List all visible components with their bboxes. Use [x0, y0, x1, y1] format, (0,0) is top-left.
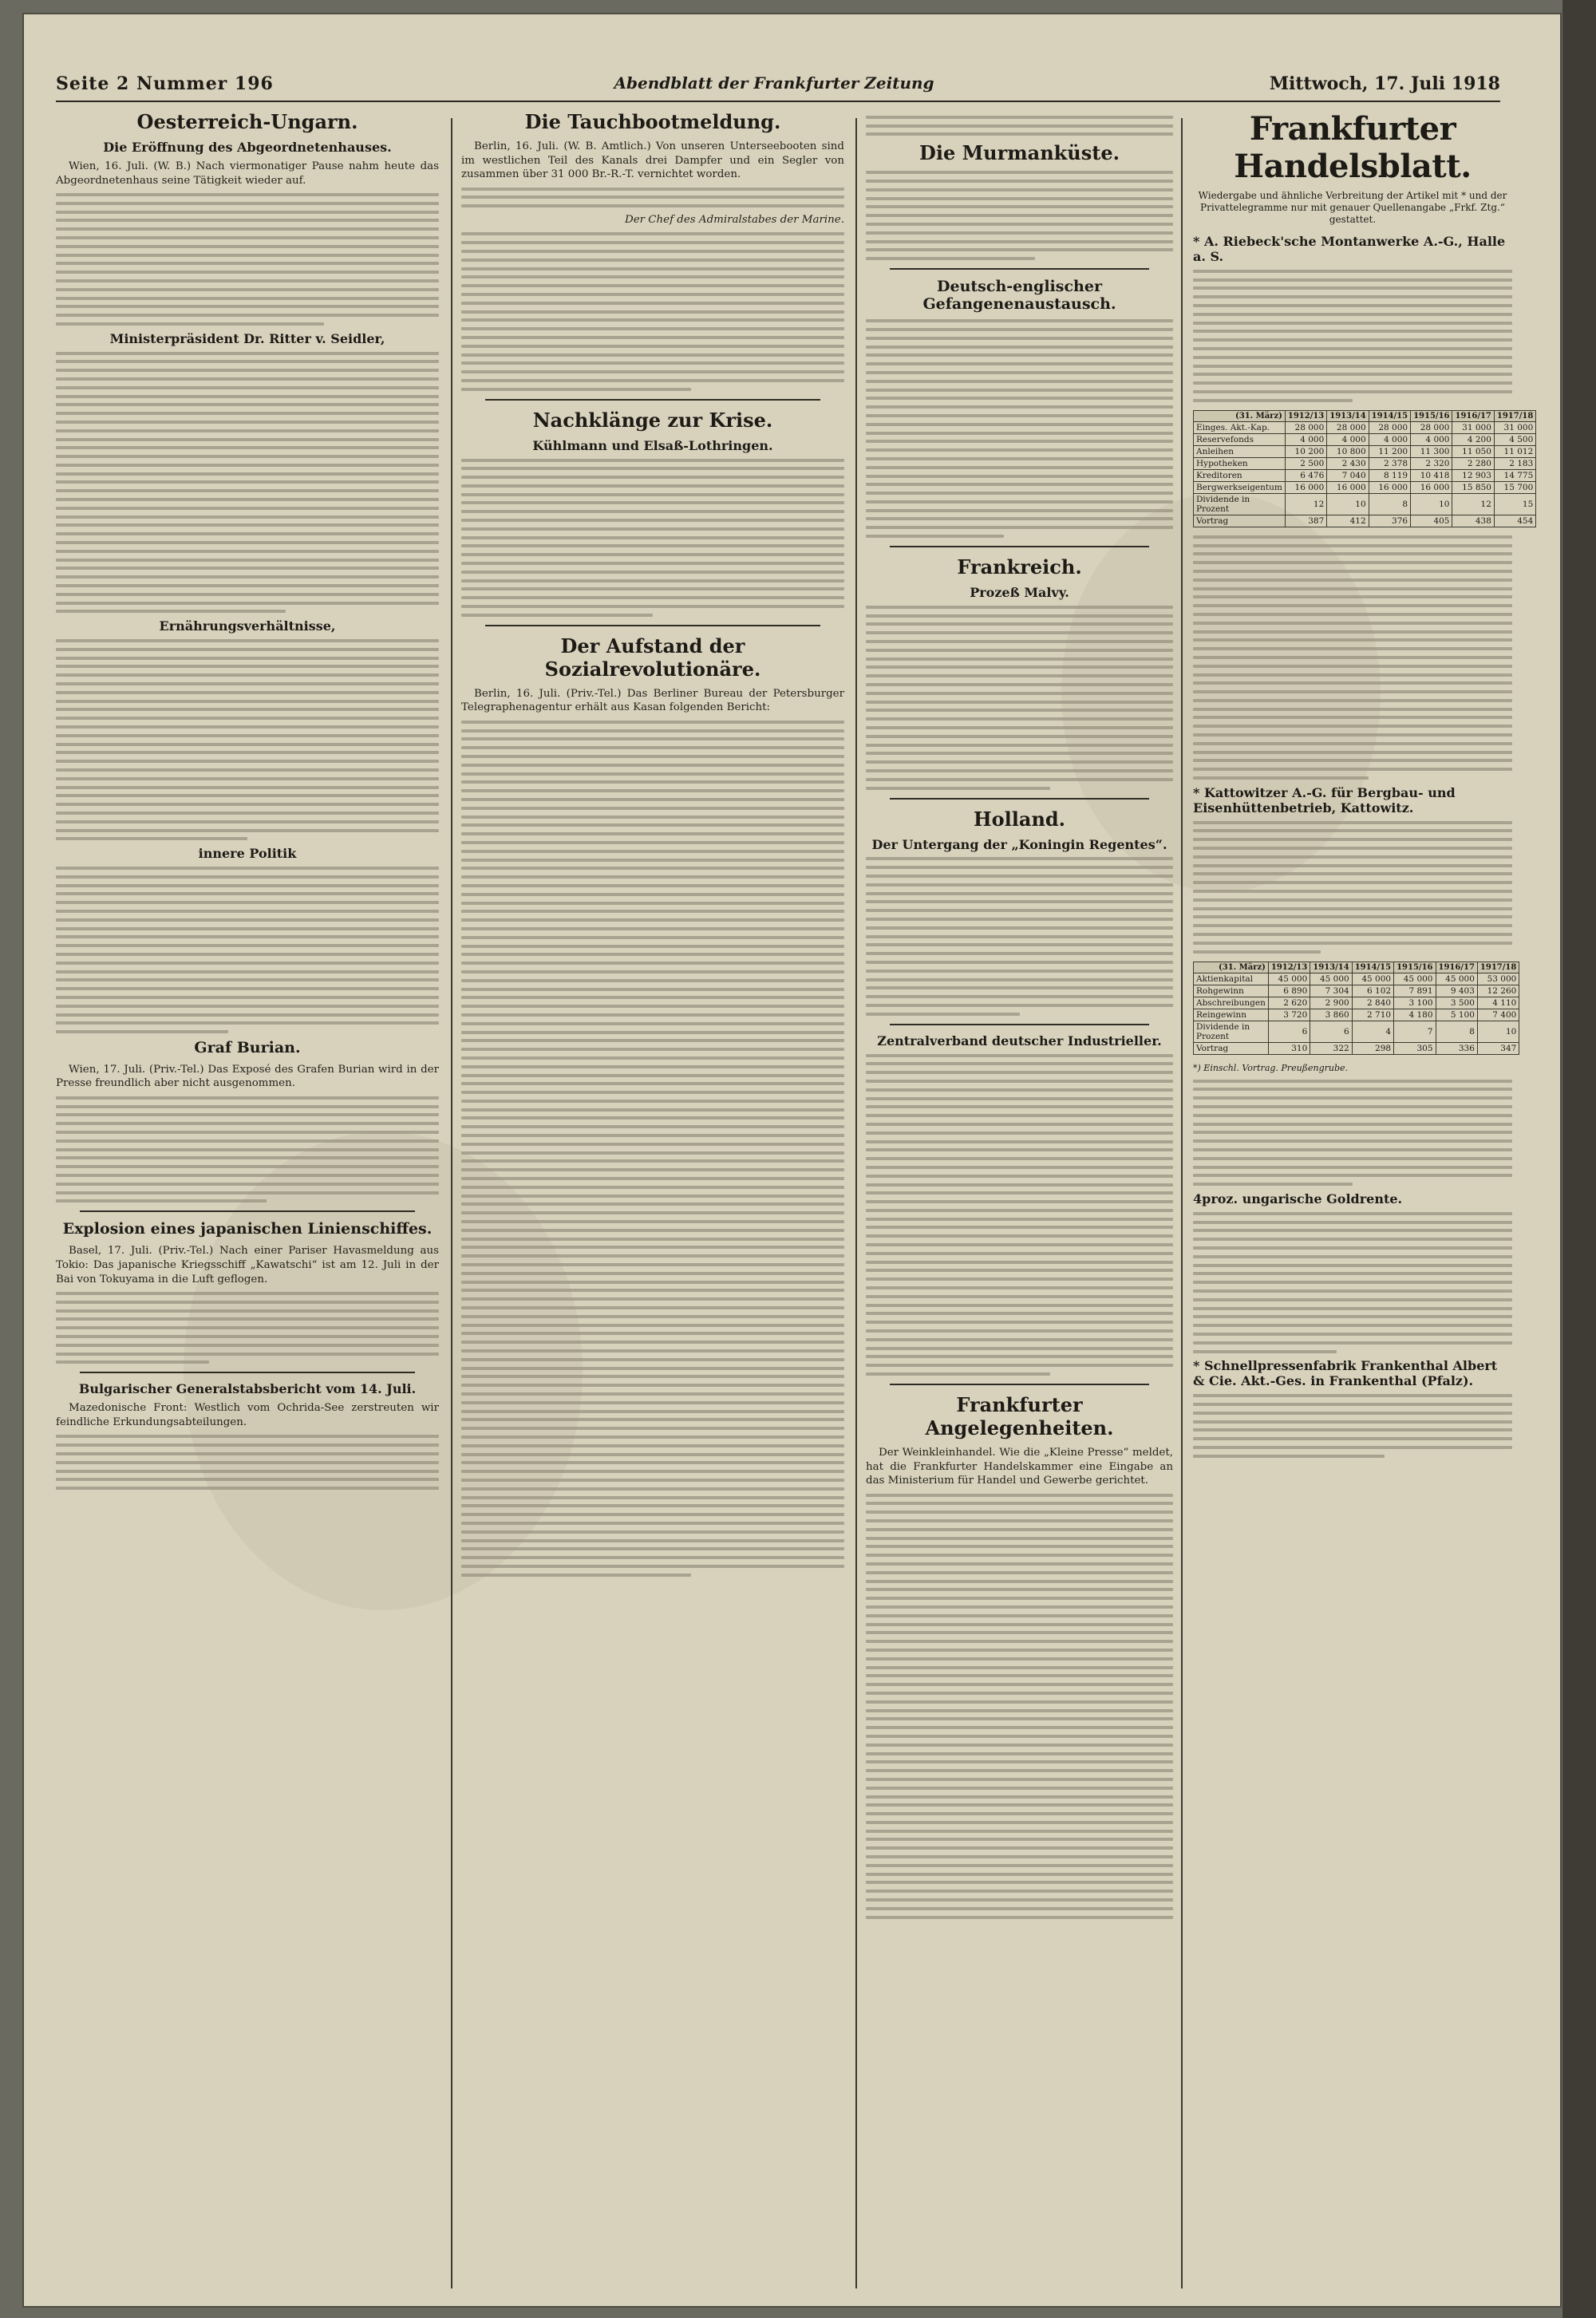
text-lines — [1193, 270, 1512, 402]
table-cell: 11 300 — [1411, 445, 1452, 457]
table-cell: 8 119 — [1369, 469, 1410, 481]
column-3 — [866, 110, 1173, 2265]
table-cell: 4 500 — [1494, 433, 1535, 445]
subhead-nutrition: Ernährungsverhältnisse, — [159, 618, 336, 634]
table-row — [1194, 421, 1536, 433]
table-cell: 412 — [1327, 515, 1369, 527]
table-cell: 53 000 — [1477, 973, 1519, 985]
table-row — [1194, 1021, 1519, 1042]
table-cell: 4 000 — [1285, 433, 1326, 445]
table-cell: 7 040 — [1327, 469, 1369, 481]
lead-text: Wien, 16. Juli. (W. B.) Nach viermonatiger Pause nahm heute das Abgeordnetenhaus seine Tätigkeit wieder auf. — [56, 160, 439, 187]
reprint-note: Wiedergabe und ähnliche Verbreitung der Artikel mit * und der Privattelegramme nur mit genauer Quellenangabe „Frkf. Ztg.“ gestattet. — [1198, 190, 1507, 225]
table-cell: 4 200 — [1452, 433, 1494, 445]
table-cell: 12 — [1285, 493, 1326, 515]
table-cell: 45 000 — [1268, 973, 1310, 985]
table-cell: Dividende in Prozent — [1194, 493, 1286, 515]
column-1 — [56, 110, 439, 2265]
text-lines — [866, 606, 1173, 790]
table-cell: 3 720 — [1268, 1009, 1310, 1021]
subhead-kuehlmann: Kühlmann und Elsaß-Lothringen. — [532, 437, 773, 453]
text-lines — [866, 319, 1173, 538]
text-lines — [1193, 1394, 1512, 1458]
headline-industrialists: Zentralverband deutscher Industrieller. — [877, 1033, 1162, 1048]
table-cell: 7 400 — [1477, 1009, 1519, 1021]
table-header-cell: 1917/18 — [1494, 410, 1535, 421]
table-cell: 2 378 — [1369, 457, 1410, 469]
table-cell: 8 — [1436, 1021, 1477, 1042]
table-cell: 4 — [1352, 1021, 1393, 1042]
table-cell: 10 418 — [1411, 469, 1452, 481]
table-cell: 10 — [1411, 493, 1452, 515]
text-lines — [56, 639, 439, 840]
table-cell: 28 000 — [1411, 421, 1452, 433]
table-footnote: *) Einschl. Vortrag. Preußengrube. — [1193, 1062, 1349, 1073]
table-header-cell: 1916/17 — [1452, 410, 1494, 421]
table-cell: 7 891 — [1394, 985, 1436, 997]
article-body — [56, 1063, 439, 1203]
table-header-cell: 1916/17 — [1436, 962, 1477, 973]
table-cell: 4 180 — [1394, 1009, 1436, 1021]
table-header-cell: 1913/14 — [1327, 410, 1369, 421]
table-header-cell: 1913/14 — [1310, 962, 1352, 973]
article-body — [461, 687, 844, 1577]
text-lines — [461, 459, 844, 617]
newspaper-name: Abendblatt der Frankfurter Zeitung — [614, 73, 934, 93]
table-cell: Aktienkapital — [1194, 973, 1269, 985]
headline-france: Frankreich. — [957, 555, 1082, 579]
table-cell: 45 000 — [1310, 973, 1352, 985]
kattowitzer-table — [1193, 962, 1519, 1055]
table-cell: 16 000 — [1369, 481, 1410, 493]
table-header-cell: 1914/15 — [1369, 410, 1410, 421]
table-row — [1194, 445, 1536, 457]
table-cell: Anleihen — [1194, 445, 1286, 457]
table-cell: 310 — [1268, 1042, 1310, 1054]
text-lines — [1193, 821, 1512, 954]
text-lines — [866, 857, 1173, 1015]
headline-uprising: Der Aufstand der Sozialrevolutionäre. — [544, 634, 761, 681]
table-cell: 16 000 — [1327, 481, 1369, 493]
table-row — [1194, 469, 1536, 481]
headline-explosion: Explosion eines japanischen Linienschiffes. — [62, 1220, 433, 1238]
table-cell: 4 000 — [1327, 433, 1369, 445]
subhead-parliament: Die Eröffnung des Abgeordnetenhauses. — [103, 140, 392, 155]
table-cell: 4 000 — [1411, 433, 1452, 445]
table-cell: 298 — [1352, 1042, 1393, 1054]
lead-text: Der Weinkleinhandel. Wie die „Kleine Presse“ meldet, hat die Frankfurter Handelskammer eine Eingabe an das Ministerium für Handel und Gewerbe gerichtet. — [866, 1447, 1173, 1487]
riebeck-table — [1193, 410, 1536, 527]
table-cell: 2 620 — [1268, 997, 1310, 1009]
table-cell: 15 850 — [1452, 481, 1494, 493]
table-row — [1194, 515, 1536, 527]
table-cell: Vortrag — [1194, 515, 1286, 527]
table-cell: 6 — [1310, 1021, 1352, 1042]
table-cell: 438 — [1452, 515, 1494, 527]
table-cell: 15 — [1494, 493, 1535, 515]
table-cell: 10 — [1327, 493, 1369, 515]
masthead — [56, 69, 1500, 102]
table-cell: 12 903 — [1452, 469, 1494, 481]
table-cell: 31 000 — [1494, 421, 1535, 433]
text-lines — [1193, 1080, 1512, 1187]
table-cell: 10 — [1477, 1021, 1519, 1042]
table-cell: 12 260 — [1477, 985, 1519, 997]
table-cell: 11 200 — [1369, 445, 1410, 457]
text-lines — [866, 171, 1173, 260]
table-cell: 15 700 — [1494, 481, 1535, 493]
table-cell: 10 200 — [1285, 445, 1326, 457]
table-cell: 16 000 — [1411, 481, 1452, 493]
text-lines — [1193, 1212, 1512, 1353]
table-cell: 10 800 — [1327, 445, 1369, 457]
table-row — [1194, 1009, 1519, 1021]
table-cell: Reingewinn — [1194, 1009, 1269, 1021]
table-cell: 2 840 — [1352, 997, 1393, 1009]
table-cell: 9 403 — [1436, 985, 1477, 997]
text-lines — [56, 352, 439, 614]
subhead-politics: innere Politik — [198, 846, 297, 862]
table-header-cell: (31. März) — [1194, 962, 1269, 973]
text-lines — [56, 867, 439, 1033]
table-header-cell: (31. März) — [1194, 410, 1286, 421]
article-body — [56, 160, 439, 326]
table-cell: 45 000 — [1436, 973, 1477, 985]
table-header-cell: 1914/15 — [1352, 962, 1393, 973]
table-cell: 45 000 — [1352, 973, 1393, 985]
table-cell: Kreditoren — [1194, 469, 1286, 481]
table-cell: Reservefonds — [1194, 433, 1286, 445]
table-cell: 12 — [1452, 493, 1494, 515]
table-cell: 31 000 — [1452, 421, 1494, 433]
table-cell: 7 304 — [1310, 985, 1352, 997]
lead-text: Basel, 17. Juli. (Priv.-Tel.) Nach einer Pariser Havasmeldung aus Tokio: Das japanische Kriegsschiff „Kawatschi“ ist am 12. Juli in der Bai von Tokuyama in die Luft geflogen. — [56, 1245, 439, 1285]
table-cell: 336 — [1436, 1042, 1477, 1054]
issue-date: Mittwoch, 17. Juli 1918 — [1269, 73, 1500, 94]
article-body — [56, 1401, 439, 1490]
table-cell: 305 — [1394, 1042, 1436, 1054]
table-cell: 6 890 — [1268, 985, 1310, 997]
binding-edge — [1562, 0, 1596, 2318]
text-lines — [1193, 535, 1512, 780]
table-header-cell: 1912/13 — [1268, 962, 1310, 973]
article-body — [461, 140, 844, 391]
table-cell: Dividende in Prozent — [1194, 1021, 1269, 1042]
table-header-cell: 1915/16 — [1394, 962, 1436, 973]
table-cell: Bergwerkseigentum — [1194, 481, 1286, 493]
table-cell: Vortrag — [1194, 1042, 1269, 1054]
table-cell: 28 000 — [1285, 421, 1326, 433]
headline-crisis: Nachklänge zur Krise. — [532, 408, 773, 432]
table-row — [1194, 997, 1519, 1009]
table-cell: Rohgewinn — [1194, 985, 1269, 997]
table-cell: 2 183 — [1494, 457, 1535, 469]
table-cell: 28 000 — [1327, 421, 1369, 433]
lead-text: Berlin, 16. Juli. (W. B. Amtlich.) Von unseren Unterseebooten sind im westlichen Teil des Kanals drei Dampfer und ein Segler von zusammen über 31 000 Br.-R.-T. vernichtet worden. — [461, 140, 844, 181]
subhead-schnellpressen: * Schnellpressenfabrik Frankenthal Albert & Cie. Akt.-Ges. in Frankenthal (Pfalz). — [1193, 1358, 1498, 1389]
table-cell: 16 000 — [1285, 481, 1326, 493]
table-row — [1194, 493, 1536, 515]
text-lines — [866, 1054, 1173, 1376]
headline-submarine: Die Tauchbootmeldung. — [524, 110, 781, 133]
table-cell: 2 320 — [1411, 457, 1452, 469]
lead-text: Berlin, 16. Juli. (Priv.-Tel.) Das Berliner Bureau der Petersburger Telegraphenagentur erhält aus Kasan folgenden Bericht: — [461, 687, 844, 714]
newspaper-page — [24, 14, 1560, 2306]
headline-murman: Die Murmanküste. — [919, 141, 1120, 165]
table-cell: Einges. Akt.-Kap. — [1194, 421, 1286, 433]
headline-bulgarian-report: Bulgarischer Generalstabsbericht vom 14. Juli. — [78, 1381, 417, 1397]
table-cell: 5 100 — [1436, 1009, 1477, 1021]
subhead-kattowitzer: * Kattowitzer A.-G. für Bergbau- und Eisenhüttenbetrieb, Kattowitz. — [1193, 784, 1456, 815]
text-lines — [56, 193, 439, 326]
subhead-riebeck: * A. Riebeck'sche Montanwerke A.-G., Halle a. S. — [1193, 234, 1506, 264]
table-cell: 4 000 — [1369, 433, 1410, 445]
headline-burian: Graf Burian. — [194, 1038, 301, 1056]
table-cell: 2 710 — [1352, 1009, 1393, 1021]
page-number: Seite 2 Nummer 196 — [56, 73, 274, 94]
table-row — [1194, 1042, 1519, 1054]
table-cell: 3 100 — [1394, 997, 1436, 1009]
table-cell: 45 000 — [1394, 973, 1436, 985]
lead-text: Mazedonische Front: Westlich vom Ochrida-See zerstreuten wir feindliche Erkundungsabteilungen. — [56, 1402, 439, 1428]
table-cell: 6 — [1268, 1021, 1310, 1042]
table-cell: 387 — [1285, 515, 1326, 527]
article-body — [56, 1244, 439, 1364]
headline-austria: Oesterreich-Ungarn. — [136, 110, 358, 133]
table-cell: 322 — [1310, 1042, 1352, 1054]
subhead-koningin: Der Untergang der „Koningin Regentes“. — [871, 836, 1167, 852]
table-cell: 347 — [1477, 1042, 1519, 1054]
table-cell: 11 050 — [1452, 445, 1494, 457]
subhead-seidler: Ministerpräsident Dr. Ritter v. Seidler, — [109, 330, 385, 346]
table-cell: 3 500 — [1436, 997, 1477, 1009]
table-header-cell: 1917/18 — [1477, 962, 1519, 973]
headline-prisoner-exchange: Deutsch-englischer Gefangenenaustausch. — [922, 278, 1116, 314]
table-cell: 2 900 — [1310, 997, 1352, 1009]
article-body — [866, 1446, 1173, 1919]
table-cell: 2 500 — [1285, 457, 1326, 469]
table-row — [1194, 457, 1536, 469]
table-cell: Hypotheken — [1194, 457, 1286, 469]
headline-holland: Holland. — [973, 807, 1066, 831]
headline-handelsblatt: Frankfurter Handelsblatt. — [1234, 110, 1472, 185]
signature: Der Chef des Admiralstabes der Marine. — [624, 213, 844, 226]
table-cell: 7 — [1394, 1021, 1436, 1042]
subhead-goldrente: 4proz. ungarische Goldrente. — [1193, 1191, 1403, 1206]
table-row — [1194, 985, 1519, 997]
table-row — [1194, 481, 1536, 493]
table-cell: 2 430 — [1327, 457, 1369, 469]
table-cell: 4 110 — [1477, 997, 1519, 1009]
column-4 — [1193, 110, 1534, 2265]
table-cell: 6 476 — [1285, 469, 1326, 481]
table-cell: 28 000 — [1369, 421, 1410, 433]
text-lines — [866, 116, 1173, 136]
subhead-malvy: Prozeß Malvy. — [970, 585, 1069, 601]
lead-text: Wien, 17. Juli. (Priv.-Tel.) Das Exposé des Grafen Burian wird in der Presse freundlich aber nicht ausgenommen. — [56, 1063, 439, 1090]
table-cell: 6 102 — [1352, 985, 1393, 997]
table-cell: 2 280 — [1452, 457, 1494, 469]
table-cell: 3 860 — [1310, 1009, 1352, 1021]
table-cell: 405 — [1411, 515, 1452, 527]
table-cell: 454 — [1494, 515, 1535, 527]
table-cell: Abschreibungen — [1194, 997, 1269, 1009]
table-cell: 11 012 — [1494, 445, 1535, 457]
table-cell: 14 775 — [1494, 469, 1535, 481]
table-row — [1194, 973, 1519, 985]
table-header-cell: 1912/13 — [1285, 410, 1326, 421]
headline-frankfurt-affairs: Frankfurter Angelegenheiten. — [925, 1393, 1114, 1440]
table-cell: 376 — [1369, 515, 1410, 527]
table-cell: 8 — [1369, 493, 1410, 515]
table-row — [1194, 433, 1536, 445]
table-header-cell: 1915/16 — [1411, 410, 1452, 421]
column-2 — [461, 110, 844, 2265]
